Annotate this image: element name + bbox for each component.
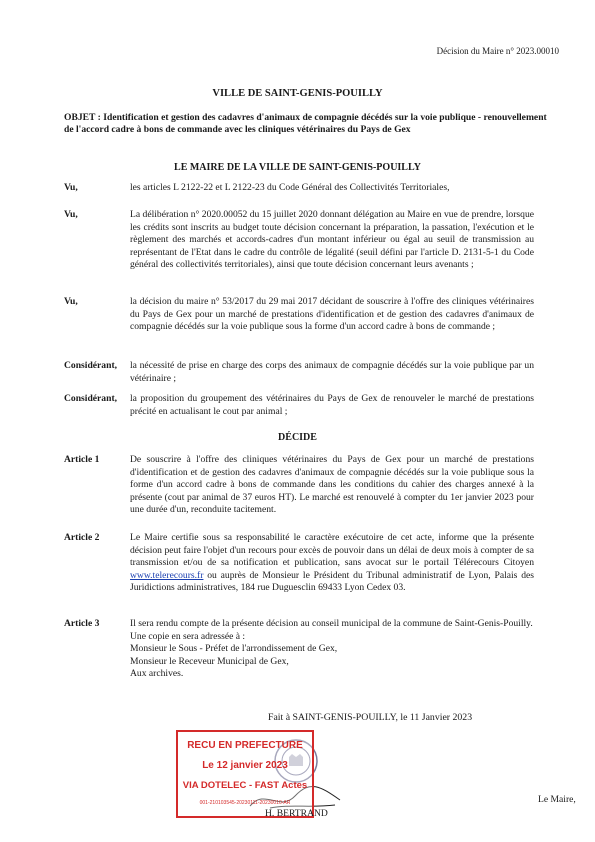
article-label: Article 2: [64, 532, 100, 543]
prefecture-received-stamp: [176, 730, 314, 818]
visa-label: Vu,: [64, 209, 78, 220]
visa-text: la décision du maire n° 53/2017 du 29 mai 2017 décidant de souscrire à l'offre des cliniques vétérinaires du Pays de Gex pour un marché de prestations d'identification et de gestion des cadavres d'animaux de compagnie décédés sur la voie publique sous la forme d'un accord cadre à bons de commande ;: [130, 296, 534, 333]
visa-label: Vu,: [64, 182, 78, 193]
stamp-line: RECU EN PREFECTURE: [187, 740, 303, 751]
decision-reference: Décision du Maire n° 2023.00010: [436, 46, 559, 56]
article-text: [130, 532, 534, 595]
article-line: Monsieur le Sous - Préfet de l'arrondissement de Gex,: [130, 643, 338, 655]
visa-text: La délibération n° 2020.00052 du 15 juillet 2020 donnant délégation au Maire en vue de prendre, lorsque les crédits sont inscrits au budget toute décision concernant la préparation, la passation, l'exécution et le règlement des marchés et accords-cadres d'un montant inférieur ou égal au seuil de transmission au représentant de l'Etat dans le cadre du contrôle de légalité (seuil défini par l'article D. 2131-5-1 du Code général des collectivités territoriales), ainsi que toute décision concernant leurs avenants ;: [130, 209, 535, 271]
article-line: Monsieur le Receveur Municipal de Gex,: [130, 655, 289, 667]
article-2: [64, 532, 534, 595]
signatory-title: Le Maire,: [538, 794, 576, 805]
visa-label: Vu,: [64, 296, 78, 307]
decide-heading: DÉCIDE: [278, 432, 317, 443]
visa-text: les articles L 2122-22 et L 2122-23 du Code Général des Collectivités Territoriales,: [130, 182, 450, 193]
considerant-1: [64, 360, 534, 385]
signatory-name: H. BERTRAND: [265, 808, 328, 819]
objet-paragraph: OBJET : Identification et gestion des cadavres d'animaux de compagnie décédés sur la voie publique - renouvellement de l'accord cadre à bons de commande avec les cliniques vétérinaires du Pays de Gex: [64, 112, 547, 135]
stamp-line: Le 12 janvier 2023: [202, 760, 288, 771]
place-date: Fait à SAINT-GENIS-POUILLY, le 11 Janvier 2023: [268, 712, 473, 723]
article-3: [64, 618, 534, 681]
article-1: [64, 454, 534, 517]
considerant-label: Considérant,: [64, 360, 118, 371]
article-text-part: ou auprès de Monsieur le Président du Tribunal administratif de Lyon, Palais des Juridictions administratives, 184 rue Duguesclin 69433 Lyon Cedex 03.: [130, 569, 534, 594]
article-text-part: Le Maire certifie sous sa responsabilité le caractère exécutoire de cet acte, informe que la présente décision peut faire l'objet d'un recours pour excès de pouvoir dans un délai de deux mois à compter de sa transmission et/ou de sa notification et publication, sans avocat sur le portail Télérecours Citoyen: [130, 532, 534, 569]
visa-1: [64, 182, 534, 195]
visa-3: [64, 296, 534, 334]
telerecours-link[interactable]: www.telerecours.fr: [130, 569, 204, 581]
authority-heading: LE MAIRE DE LA VILLE DE SAINT-GENIS-POUILLY: [174, 162, 421, 173]
article-text: [130, 618, 534, 681]
considerant-label: Considérant,: [64, 393, 118, 404]
considerant-text: la proposition du groupement des vétérinaires du Pays de Gex de renouveler le marché de prestations précité en actualisant le cout par animal ;: [130, 393, 534, 417]
considerant-text: la nécessité de prise en charge des corps des animaux de compagnie décédés sur la voie publique par un vétérinaire ;: [130, 360, 534, 384]
visa-2: [64, 209, 534, 272]
considerant-2: [64, 393, 534, 418]
article-line: Aux archives.: [130, 668, 184, 680]
article-label: Article 1: [64, 454, 100, 465]
article-line: Une copie en sera adressée à :: [130, 630, 246, 642]
city-heading: VILLE DE SAINT-GENIS-POUILLY: [212, 88, 383, 99]
stamp-line: VIA DOTELEC - FAST Actes: [182, 780, 308, 791]
article-label: Article 3: [64, 618, 100, 629]
article-text: De souscrire à l'offre des cliniques vétérinaires du Pays de Gex pour un marché de prestations d'identification et de gestion des cadavres d'animaux de compagnie décédés sur la voie publique sous la forme d'un accord cadre à bons de commande dans les conditions du cahier des charges annexé à la présente (cout par animal de 37 euros HT). Le marché est renouvelé à compter du 1er janvier 2023 pour une durée d'un, reconduite tacitement.: [130, 454, 534, 516]
stamp-act-id: 001-210103545-20230111-20230010-AR: [199, 800, 291, 806]
article-line: Il sera rendu compte de la présente décision au conseil municipal de la commune de Saint-Genis-Pouilly.: [130, 618, 533, 629]
